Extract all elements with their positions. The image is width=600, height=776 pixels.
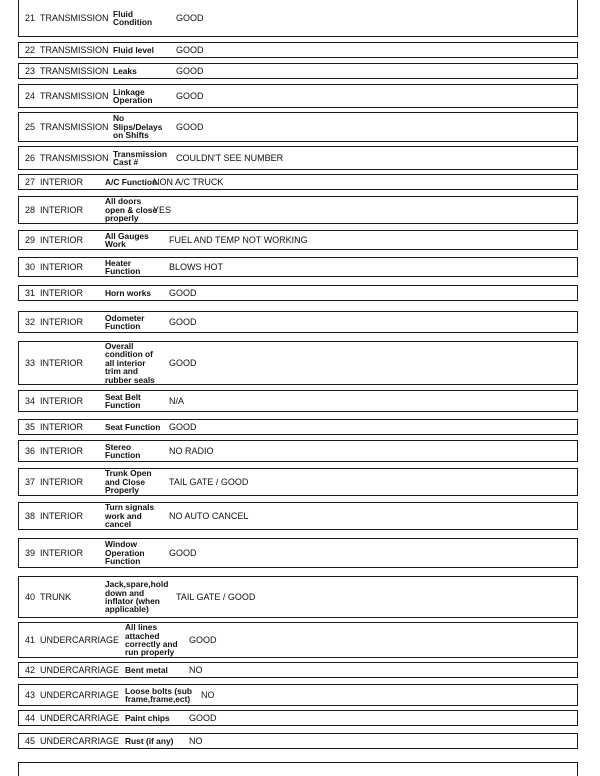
row-item bbox=[105, 197, 157, 222]
row-value: NO bbox=[189, 665, 203, 675]
row-category: INTERIOR bbox=[40, 548, 84, 558]
table-row bbox=[18, 502, 578, 530]
row-item bbox=[105, 423, 160, 431]
row-item bbox=[113, 150, 167, 167]
row-category: TRANSMISSION bbox=[40, 153, 109, 163]
row-item-line: Turn signals bbox=[105, 502, 155, 513]
row-category: TRUNK bbox=[40, 592, 71, 602]
row-item-line: Loose bolts (sub bbox=[125, 685, 192, 696]
row-item-line: Odometer bbox=[105, 312, 145, 323]
table-row bbox=[18, 285, 578, 301]
row-number: 43 bbox=[25, 690, 36, 700]
row-item-line: work and bbox=[105, 510, 142, 521]
table-row bbox=[18, 710, 578, 726]
row-item-line: Leaks bbox=[113, 65, 137, 76]
row-category: INTERIOR bbox=[40, 235, 84, 245]
row-value: BLOWS HOT bbox=[169, 262, 224, 272]
table-row bbox=[18, 576, 578, 618]
row-item bbox=[105, 259, 140, 276]
row-item-line: Overall bbox=[105, 340, 134, 351]
row-item-line: All lines bbox=[125, 622, 158, 633]
row-value: GOOD bbox=[189, 713, 217, 723]
row-item-line: correctly and bbox=[125, 639, 178, 649]
row-item-line: Operation bbox=[105, 547, 145, 558]
row-item-line: Operation bbox=[113, 95, 153, 105]
row-category: INTERIOR bbox=[40, 422, 84, 432]
row-item-line: inflator (when bbox=[105, 596, 160, 606]
row-item-line: frame,frame,ect) bbox=[125, 694, 191, 704]
table-row bbox=[18, 196, 578, 224]
row-value: GOOD bbox=[169, 317, 197, 327]
row-number: 29 bbox=[25, 235, 36, 245]
row-category: INTERIOR bbox=[40, 396, 84, 406]
table-row bbox=[18, 662, 578, 678]
row-item-line: condition of bbox=[105, 349, 153, 360]
row-item-line: A/C Function bbox=[105, 176, 158, 187]
row-value: GOOD bbox=[169, 288, 197, 298]
row-item-line: run properly bbox=[125, 647, 175, 658]
table-row bbox=[18, 230, 578, 250]
row-number: 37 bbox=[25, 477, 36, 487]
row-number: 36 bbox=[25, 446, 36, 456]
table-row bbox=[18, 468, 578, 496]
row-item bbox=[105, 342, 155, 384]
row-category: INTERIOR bbox=[40, 205, 84, 215]
table-row bbox=[18, 419, 578, 435]
row-number: 31 bbox=[25, 288, 36, 298]
row-number: 32 bbox=[25, 317, 36, 327]
row-number: 41 bbox=[25, 635, 36, 645]
table-row bbox=[18, 84, 578, 108]
row-value: NO bbox=[189, 736, 203, 746]
table-row bbox=[18, 112, 578, 142]
row-item-line: open & close bbox=[105, 204, 158, 215]
table-row bbox=[18, 733, 578, 749]
row-number: 22 bbox=[25, 45, 36, 55]
row-category: UNDERCARRIAGE bbox=[40, 690, 120, 700]
row-category: INTERIOR bbox=[40, 262, 84, 272]
row-item-line: Condition bbox=[113, 17, 153, 27]
row-item-line: properly bbox=[105, 213, 139, 224]
row-category: INTERIOR bbox=[40, 177, 84, 187]
row-item-line: Seat Belt bbox=[105, 391, 141, 402]
row-number: 28 bbox=[25, 205, 36, 215]
row-value: NON A/C TRUCK bbox=[153, 177, 224, 187]
row-number: 25 bbox=[25, 122, 36, 132]
row-item-line: Properly bbox=[105, 485, 139, 496]
row-category: TRANSMISSION bbox=[40, 13, 109, 23]
row-item bbox=[105, 314, 145, 331]
row-item bbox=[125, 687, 192, 704]
row-value: NO RADIO bbox=[169, 446, 214, 456]
row-item-line: Rust (if any) bbox=[125, 735, 174, 746]
row-item bbox=[113, 46, 154, 54]
row-item bbox=[113, 10, 152, 27]
row-item-line: Cast # bbox=[113, 157, 139, 167]
row-number: 34 bbox=[25, 396, 36, 406]
row-item-line: No bbox=[113, 113, 125, 124]
row-item bbox=[113, 114, 162, 139]
row-value: FUEL AND TEMP NOT WORKING bbox=[169, 235, 308, 245]
row-value: YES bbox=[153, 205, 172, 215]
row-number: 23 bbox=[25, 66, 36, 76]
row-item bbox=[105, 393, 141, 410]
row-item bbox=[105, 540, 145, 565]
table-row bbox=[18, 174, 578, 190]
row-number: 39 bbox=[25, 548, 36, 558]
table-row bbox=[18, 390, 578, 412]
row-item bbox=[105, 232, 149, 249]
row-item-line: All doors bbox=[105, 196, 142, 207]
row-item-line: and Close bbox=[105, 476, 146, 487]
row-item-line: Function bbox=[105, 450, 141, 460]
row-value: NO AUTO CANCEL bbox=[169, 511, 249, 521]
row-item-line: Linkage bbox=[113, 86, 145, 97]
table-row bbox=[18, 538, 578, 568]
row-category: TRANSMISSION bbox=[40, 91, 109, 101]
row-item-line: Seat Function bbox=[105, 421, 161, 432]
row-category: INTERIOR bbox=[40, 288, 84, 298]
row-item-line: Heater bbox=[105, 257, 132, 268]
row-category: INTERIOR bbox=[40, 511, 84, 521]
row-number: 30 bbox=[25, 262, 36, 272]
row-value: GOOD bbox=[176, 91, 204, 101]
row-item bbox=[113, 67, 137, 75]
row-category: INTERIOR bbox=[40, 317, 84, 327]
row-number: 38 bbox=[25, 511, 36, 521]
row-item-line: Function bbox=[105, 321, 141, 331]
row-value: N/A bbox=[169, 396, 185, 406]
row-number: 40 bbox=[25, 592, 36, 602]
row-number: 35 bbox=[25, 422, 36, 432]
row-item-line: rubber seals bbox=[105, 374, 155, 385]
row-item bbox=[105, 289, 151, 297]
row-item-line: Window bbox=[105, 539, 138, 550]
row-category: INTERIOR bbox=[40, 446, 84, 456]
row-value: COULDN'T SEE NUMBER bbox=[176, 153, 284, 163]
row-item-line: attached bbox=[125, 630, 160, 641]
row-item bbox=[125, 623, 178, 657]
table-row bbox=[18, 42, 578, 58]
row-category: TRANSMISSION bbox=[40, 45, 109, 55]
table-row bbox=[18, 684, 578, 706]
row-category: UNDERCARRIAGE bbox=[40, 713, 120, 723]
table-row bbox=[18, 257, 578, 277]
row-item-line: All Gauges bbox=[105, 230, 149, 241]
row-value: GOOD bbox=[176, 122, 204, 132]
row-value: GOOD bbox=[176, 66, 204, 76]
row-item bbox=[125, 714, 170, 722]
row-number: 44 bbox=[25, 713, 36, 723]
table-row bbox=[18, 622, 578, 658]
row-item-line: on Shifts bbox=[113, 130, 149, 141]
row-item bbox=[105, 469, 152, 494]
row-value: GOOD bbox=[169, 358, 197, 368]
next-row-border bbox=[18, 762, 578, 776]
row-number: 33 bbox=[25, 358, 36, 368]
row-item-line: down and bbox=[105, 587, 145, 598]
table-row bbox=[18, 146, 578, 170]
row-item bbox=[105, 503, 154, 528]
row-item-line: Transmission bbox=[113, 148, 167, 159]
row-value: GOOD bbox=[169, 548, 197, 558]
row-item-line: Jack,spare,hold bbox=[105, 579, 169, 590]
row-category: INTERIOR bbox=[40, 477, 84, 487]
table-row bbox=[18, 63, 578, 79]
row-item-line: cancel bbox=[105, 519, 132, 530]
row-value: GOOD bbox=[176, 13, 204, 23]
row-number: 27 bbox=[25, 177, 36, 187]
row-item-line: Fluid bbox=[113, 8, 134, 19]
row-item bbox=[105, 178, 157, 186]
row-value: GOOD bbox=[189, 635, 217, 645]
row-item-line: Function bbox=[105, 556, 141, 567]
row-item-line: Slips/Delays bbox=[113, 121, 163, 132]
row-item-line: Function bbox=[105, 266, 141, 276]
row-item-line: Fluid level bbox=[113, 44, 154, 55]
row-item bbox=[105, 443, 140, 460]
table-row bbox=[18, 440, 578, 462]
row-item-line: Work bbox=[105, 239, 126, 249]
row-category: UNDERCARRIAGE bbox=[40, 665, 120, 675]
row-item-line: applicable) bbox=[105, 604, 149, 615]
row-category: INTERIOR bbox=[40, 358, 84, 368]
table-row bbox=[18, 341, 578, 385]
row-item-line: all interior bbox=[105, 357, 146, 368]
row-item bbox=[125, 737, 173, 745]
row-value: TAIL GATE / GOOD bbox=[169, 477, 249, 487]
row-item-line: trim and bbox=[105, 366, 139, 377]
row-number: 24 bbox=[25, 91, 36, 101]
table-row bbox=[18, 0, 578, 37]
row-number: 42 bbox=[25, 665, 36, 675]
row-value: GOOD bbox=[169, 422, 197, 432]
row-item-line: Horn works bbox=[105, 287, 152, 298]
row-item-line: Trunk Open bbox=[105, 468, 152, 479]
row-number: 26 bbox=[25, 153, 36, 163]
row-number: 45 bbox=[25, 736, 36, 746]
row-item-line: Stereo bbox=[105, 441, 132, 452]
row-value: GOOD bbox=[176, 45, 204, 55]
row-category: UNDERCARRIAGE bbox=[40, 736, 120, 746]
row-item-line: Paint chips bbox=[125, 712, 170, 723]
row-category: UNDERCARRIAGE bbox=[40, 635, 120, 645]
row-item bbox=[125, 666, 168, 674]
row-category: TRANSMISSION bbox=[40, 66, 109, 76]
table-row bbox=[18, 311, 578, 333]
row-item-line: Bent metal bbox=[125, 664, 168, 675]
row-item-line: Function bbox=[105, 400, 141, 410]
row-number: 21 bbox=[25, 13, 36, 23]
row-item bbox=[113, 88, 153, 105]
row-value: TAIL GATE / GOOD bbox=[176, 592, 256, 602]
row-item bbox=[105, 580, 168, 614]
row-category: TRANSMISSION bbox=[40, 122, 109, 132]
row-value: NO bbox=[201, 690, 215, 700]
